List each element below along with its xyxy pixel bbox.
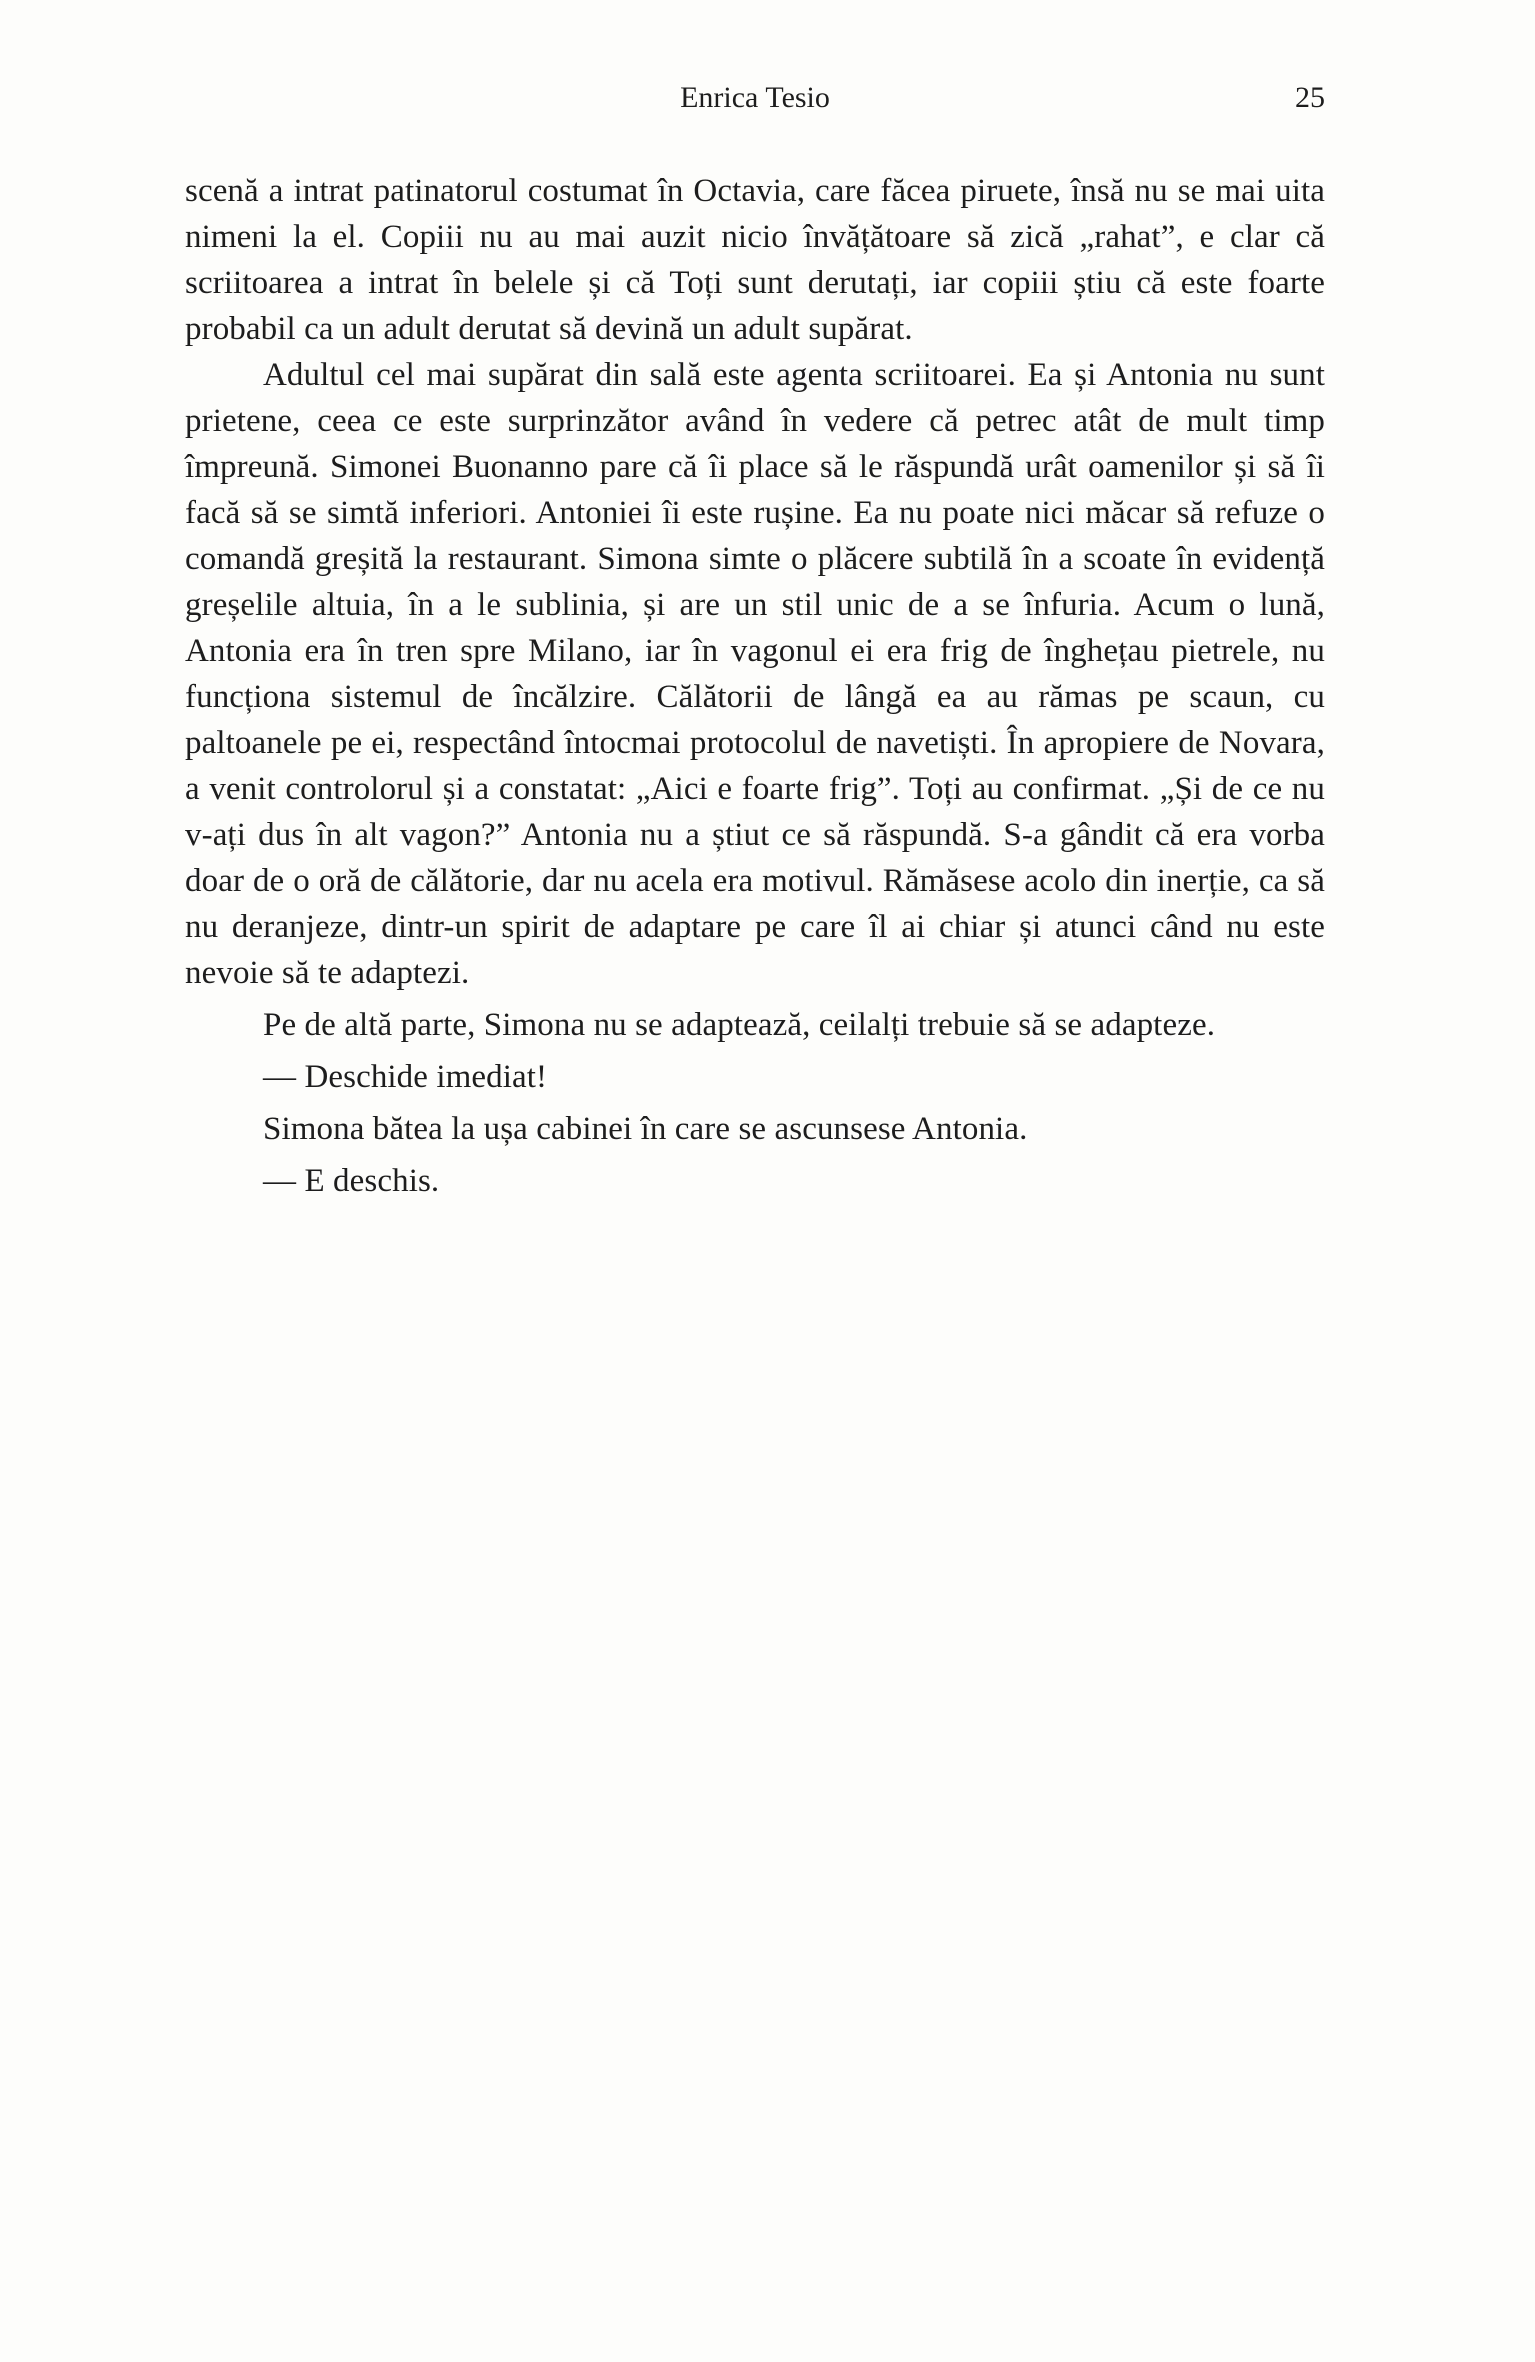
- paragraph: Simona bătea la ușa cabinei în care se ascunsese Antonia.: [263, 1111, 1028, 1147]
- paragraph: Adultul cel mai supărat din sală este agenta scriitoarei. Ea și Antonia nu sunt prietene, ceea ce este surprinzător având în vedere că petrec atât de mult timp împreună. Simonei Buonanno pare că îi place să le răspundă urât oamenilor și să îi facă să se simtă inferiori. Antoniei îi este rușine. Ea nu poate nici măcar să refuze o comandă greșită la restaurant. Simona simte o plăcere subtilă în a scoate în evidență greșelile altuia, în a le sublinia, și are un stil unic de a se înfuria. Acum o lună, Antonia era în tren spre Milano, iar în vagonul ei era frig de înghețau pietrele, nu funcționa sistemul de încălzire. Călătorii de lângă ea au rămas pe scaun, cu paltoanele pe ei, respectând întocmai protocolul de navetiști. În apropiere de Novara, a venit controlorul și a constatat: „Aici e foarte frig”. Toți au confirmat. „Și de ce nu v-ați dus în alt vagon?” Antonia nu a știut ce să răspundă. S-a gândit că era vorba doar de o oră de călătorie, dar nu acela era motivul. Rămăsese acolo din inerție, ca să nu deranjeze, dintr-un spirit de adaptare pe care îl ai chiar și atunci când nu este nevoie să te adaptezi.: [185, 357, 1325, 991]
- page-number: 25: [1295, 81, 1325, 114]
- page-header: [185, 76, 1325, 120]
- paragraph: Pe de altă parte, Simona nu se adaptează, ceilalți trebuie să se adapteze.: [263, 1007, 1216, 1043]
- running-header-author: Enrica Tesio: [680, 81, 830, 114]
- dialogue-line: — E deschis.: [263, 1163, 440, 1199]
- dialogue-line: — Deschide imediat!: [263, 1059, 548, 1095]
- page-body: [185, 168, 1325, 1204]
- paragraph-continuation: scenă a intrat patinatorul costumat în Octavia, care făcea piruete, însă nu se mai uita nimeni la el. Copiii nu au mai auzit nicio învățătoare să zică „rahat”, e clar că scriitoarea a intrat în belele și că Toți sunt derutați, iar copiii știu că este foarte probabil ca un adult derutat să devină un adult supărat.: [185, 173, 1325, 347]
